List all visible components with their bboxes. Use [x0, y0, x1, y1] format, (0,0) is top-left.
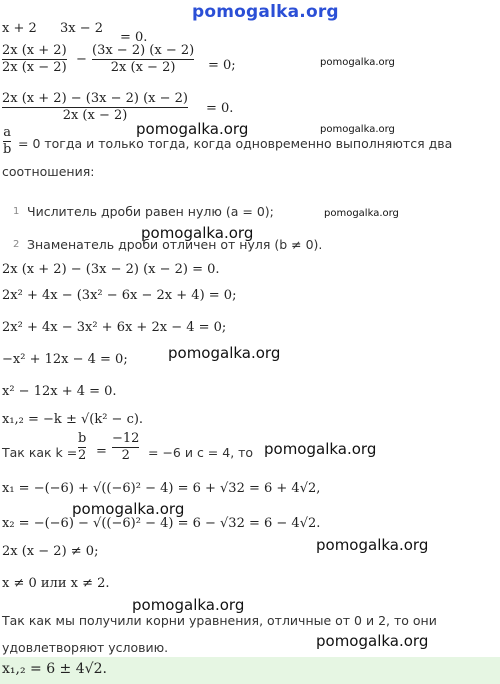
- cond-text-continued: соотношения:: [2, 164, 95, 179]
- math-line: 2x (x − 2) ≠ 0;: [2, 544, 99, 559]
- watermark-small: pomogalka.org: [320, 57, 395, 68]
- k-fraction-1-numerator: b: [78, 431, 87, 446]
- k-fraction-1: [78, 432, 86, 462]
- eq1-fraction-right: [60, 22, 103, 36]
- paragraph-text: Так как мы получили корни уравнения, отличные от 0 и 2, то они: [2, 613, 437, 628]
- list-item: Знаменатель дроби отличен от нуля (b ≠ 0).: [27, 237, 323, 252]
- math-line: x² − 12x + 4 = 0.: [2, 384, 117, 399]
- eq2-minus: −: [76, 52, 87, 67]
- k-fraction-1-denominator: 2: [78, 447, 87, 463]
- math-line: x₁ = −(−6) + √((−6)² − 4) = 6 + √32 = 6 + 4√2,: [2, 481, 321, 496]
- eq2-numerator-1: 2x (x + 2): [2, 43, 67, 58]
- paragraph-text: удовлетворяют условию.: [2, 640, 169, 655]
- eq3-numerator: 2x (x + 2) − (3x − 2) (x − 2): [2, 91, 189, 106]
- answer-box: [0, 657, 500, 684]
- k-fraction-2-numerator: −12: [112, 431, 140, 446]
- k-fraction-2-denominator: 2: [121, 447, 130, 463]
- eq2-denominator-2: 2x (x − 2): [110, 59, 176, 75]
- watermark: pomogalka.org: [141, 224, 254, 242]
- list-item: Числитель дроби равен нулю (a = 0);: [27, 204, 274, 219]
- watermark: pomogalka.org: [132, 596, 245, 614]
- eq2-tail: = 0;: [208, 58, 236, 73]
- k-line-prefix: Так как k =: [2, 445, 78, 460]
- math-line: x₁,₂ = −k ± √(k² − c).: [2, 412, 144, 427]
- watermark: pomogalka.org: [72, 500, 185, 518]
- eq2-denominator-1: 2x (x − 2): [2, 59, 67, 75]
- cond-fraction: [3, 126, 11, 156]
- eq3-tail: = 0.: [206, 101, 234, 116]
- cond-denominator: b: [3, 141, 12, 157]
- math-line: x ≠ 0 или x ≠ 2.: [2, 576, 110, 591]
- watermark: pomogalka.org: [136, 120, 249, 138]
- watermark: pomogalka.org: [316, 536, 429, 554]
- math-line: x₂ = −(−6) − √((−6)² − 4) = 6 − √32 = 6 − 4√2.: [2, 516, 321, 531]
- k-fraction-2: [112, 432, 139, 462]
- eq1-numerator-left: x + 2: [2, 21, 37, 36]
- watermark-top: pomogalka.org: [192, 2, 339, 22]
- math-line: 2x (x + 2) − (3x − 2) (x − 2) = 0.: [2, 262, 220, 277]
- eq1-tail: = 0.: [120, 30, 148, 45]
- eq3-denominator: 2x (x − 2): [62, 107, 128, 123]
- eq2-numerator-2: (3x − 2) (x − 2): [92, 43, 195, 58]
- eq1-fraction-left: [2, 22, 37, 36]
- watermark: pomogalka.org: [168, 344, 281, 362]
- cond-numerator: a: [3, 125, 12, 140]
- eq2-fraction-2: [92, 44, 194, 74]
- k-equals: =: [96, 444, 107, 459]
- answer-text: x₁,₂ = 6 ± 4√2.: [2, 661, 107, 677]
- k-line-suffix: = −6 и c = 4, то: [148, 445, 254, 460]
- eq2-fraction-1: [2, 44, 67, 74]
- watermark: pomogalka.org: [316, 632, 429, 650]
- list-item-number: 2: [13, 239, 20, 250]
- watermark-small: pomogalka.org: [320, 124, 395, 135]
- math-line: 2x² + 4x − (3x² − 6x − 2x + 4) = 0;: [2, 288, 237, 303]
- watermark-small: pomogalka.org: [324, 208, 399, 219]
- cond-text: = 0 тогда и только тогда, когда одновременно выполняются два: [18, 136, 453, 151]
- math-line: −x² + 12x − 4 = 0;: [2, 352, 128, 367]
- watermark: pomogalka.org: [264, 440, 377, 458]
- list-item-number: 1: [13, 206, 20, 217]
- eq1-numerator-right: 3x − 2: [60, 21, 104, 36]
- math-line: 2x² + 4x − 3x² + 6x + 2x − 4 = 0;: [2, 320, 227, 335]
- eq3-fraction: [2, 92, 188, 122]
